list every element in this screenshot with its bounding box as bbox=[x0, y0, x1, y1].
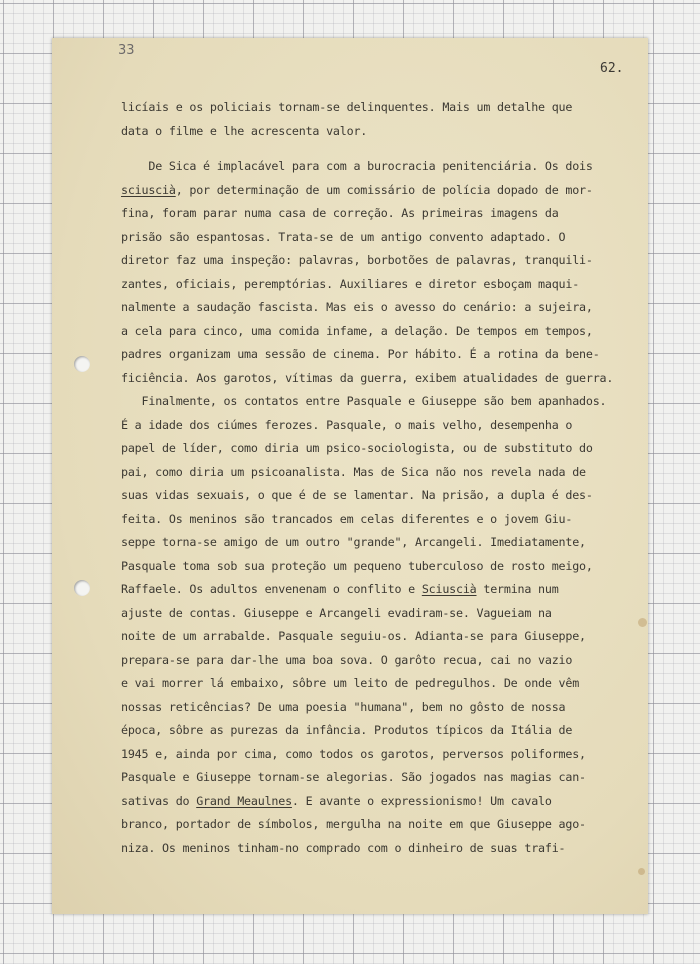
text-line: data o filme e lhe acrescenta valor. bbox=[121, 123, 368, 138]
text-line: suas vidas sexuais, o que é de se lamentar. Na prisão, a dupla é des- bbox=[121, 488, 593, 502]
text-line: nossas reticências? De uma poesia "humana", bem no gôsto de nossa bbox=[121, 699, 566, 714]
text-line bbox=[121, 390, 641, 414]
text-line: Pasquale toma sob sua proteção um pequeno tuberculoso de rosto meigo, bbox=[121, 558, 593, 573]
film-title-underlined: sciuscià bbox=[121, 182, 176, 197]
text-line: prepara-se para dar-lhe uma boa sova. O garôto recua, cai no vazio bbox=[121, 652, 573, 667]
text-segment: . E avante o expressionismo! Um cavalo bbox=[291, 793, 552, 808]
text-line: pai, como diria um psicoanalista. Mas de Sica não nos revela nada de bbox=[121, 464, 586, 479]
text-line bbox=[121, 578, 641, 602]
text-line: 1945 e, ainda por cima, como todos os garotos, perversos poliformes, bbox=[121, 746, 586, 761]
text-line: padres organizam uma sessão de cinema. Por hábito. É a rotina da bene- bbox=[121, 347, 600, 361]
text-line: ficiência. Aos garotos, vítimas da guerra, exibem atualidades de guerra. bbox=[121, 370, 614, 385]
text-line: seppe torna-se amigo de um outro "grande", Arcangeli. Imediatamente, bbox=[121, 535, 586, 549]
text-line: a cela para cinco, uma comida infame, a delação. De tempos em tempos, bbox=[121, 323, 593, 338]
text-line: É a idade dos ciúmes ferozes. Pasquale, o mais velho, desempenha o bbox=[121, 417, 573, 432]
text-line: zantes, oficiais, peremptórias. Auxiliares e diretor esboçam maqui- bbox=[121, 276, 580, 291]
text-line: Pasquale e Giuseppe tornam-se alegorias. São jogados nas magias can- bbox=[121, 770, 586, 784]
text-line: época, sôbre as purezas da infância. Produtos típicos da Itália de bbox=[121, 723, 573, 737]
body-text bbox=[121, 96, 641, 860]
text-segment: sativas do bbox=[121, 793, 197, 808]
film-title-underlined: Sciuscià bbox=[421, 582, 477, 596]
text-segment: , por determinação de um comissário de polícia dopado de mor- bbox=[175, 182, 593, 197]
text-line: licíais e os policiais tornam-se delinquentes. Mais um detalhe que bbox=[121, 100, 573, 114]
text-line: niza. Os meninos tinham-no comprado com o dinheiro de suas trafi- bbox=[121, 840, 566, 855]
book-title-underlined: Grand Meaulnes bbox=[196, 793, 292, 808]
text-line: e vai morrer lá embaixo, sôbre um leito de pedregulhos. De onde vêm bbox=[121, 676, 580, 690]
text-line: diretor faz uma inspeção: palavras, borbotões de palavras, tranquili- bbox=[121, 253, 593, 267]
text-line: papel de líder, como diria um psico-sociologista, ou de substituto do bbox=[121, 441, 593, 455]
punch-hole bbox=[74, 356, 90, 372]
text-line bbox=[121, 790, 641, 814]
text-segment: Raffaele. Os adultos envenenam o conflito e bbox=[121, 582, 422, 596]
text-line: fina, foram parar numa casa de correção. As primeiras imagens da bbox=[121, 206, 559, 220]
text-segment: De Sica é implacável para com a burocracia penitenciária. Os dois bbox=[148, 159, 593, 173]
text-line: noite de um arrabalde. Pasquale seguiu-os. Adianta-se para Giuseppe, bbox=[121, 629, 586, 643]
punch-hole bbox=[74, 580, 90, 596]
text-line: nalmente a saudação fascista. Mas eis o avesso do cenário: a sujeira, bbox=[121, 300, 593, 314]
text-segment: Finalmente, os contatos entre Pasquale e Giuseppe são bem apanhados. bbox=[141, 394, 607, 408]
text-line bbox=[121, 155, 641, 179]
typewritten-page bbox=[52, 38, 648, 914]
paper-stain bbox=[638, 868, 645, 875]
text-line: prisão são espantosas. Trata-se de um antigo convento adaptado. O bbox=[121, 229, 566, 244]
text-line: feita. Os meninos são trancados em celas diferentes e o jovem Giu- bbox=[121, 511, 573, 526]
handwritten-page-number: 33 bbox=[118, 43, 135, 58]
text-line bbox=[121, 179, 641, 203]
typed-page-number: 62. bbox=[600, 61, 624, 76]
text-segment: termina num bbox=[476, 582, 559, 596]
text-line: ajuste de contas. Giuseppe e Arcangeli evadiram-se. Vagueiam na bbox=[121, 605, 552, 620]
text-line: branco, portador de símbolos, mergulha na noite em que Giuseppe ago- bbox=[121, 817, 586, 831]
